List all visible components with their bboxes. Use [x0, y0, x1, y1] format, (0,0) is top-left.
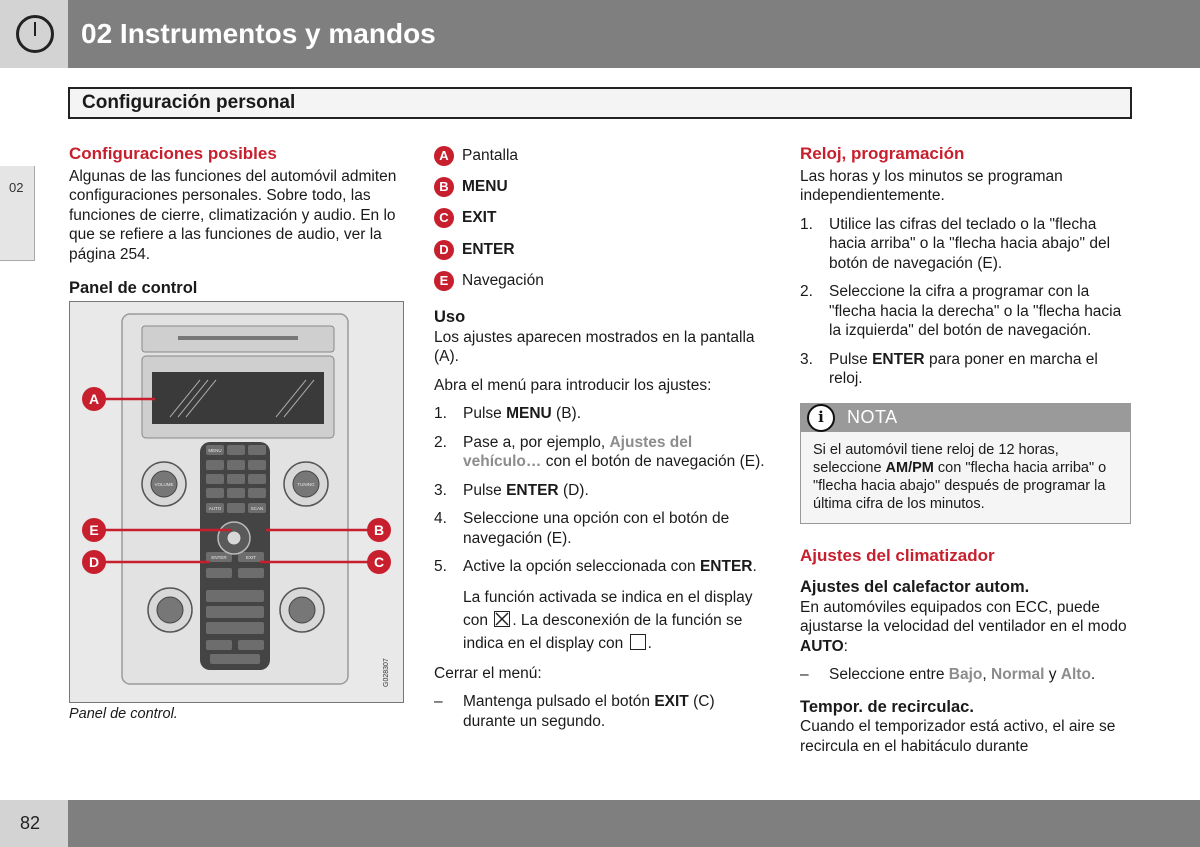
- step-number: 3.: [434, 481, 447, 499]
- checked-box-icon: [494, 611, 510, 627]
- list-item: [434, 692, 770, 731]
- step-text: Mantenga pulsado el botón EXIT (C) durante un segundo.: [463, 693, 715, 730]
- select-text: Seleccione entre Bajo, Normal y Alto.: [829, 666, 1096, 683]
- heater-text: En automóviles equipados con ECC, puede ajustarse la velocidad del ventilador en el modo AUTO:: [800, 598, 1127, 655]
- page-number: 82: [20, 813, 41, 833]
- step-number: 4.: [434, 510, 447, 528]
- badge-b: B: [434, 177, 454, 197]
- page-title: 02 Instrumentos y mandos: [81, 18, 436, 49]
- empty-box-icon: [630, 634, 646, 650]
- step-text: Pulse MENU (B).: [463, 405, 582, 423]
- heading-panel: Panel de control: [69, 279, 198, 297]
- list-item: [434, 404, 770, 424]
- option-bajo: Bajo: [948, 666, 983, 683]
- callout-a: A: [88, 391, 100, 407]
- list-item: [434, 557, 770, 577]
- heading-uso: Uso: [434, 308, 466, 327]
- open-menu-text: Abra el menú para introducir los ajustes:: [434, 376, 712, 394]
- step-text: Pase a, por ejemplo, Ajustes del vehículo… con el botón de navegación (E).: [463, 433, 765, 471]
- note-text: Si el automóvil tiene reloj de 12 horas, seleccione AM/PM con "flecha hacia arriba" o "flecha hacia abajo" después de programar la última cifra de los minutos.: [801, 432, 1130, 523]
- heading-calefactor: Ajustes del calefactor autom.: [800, 578, 1030, 596]
- step-text: Active la opción seleccionada con ENTER.: [463, 558, 757, 576]
- option-normal: Normal: [991, 666, 1045, 683]
- step-number: 5.: [434, 558, 447, 576]
- legend-label-e: Navegación: [462, 272, 544, 290]
- info-icon: i: [807, 404, 835, 432]
- footer-bar: [68, 800, 1200, 847]
- display-note: La función activada se indica en el display con . La desconexión de la función se indica en el display con .: [463, 588, 753, 652]
- note-header: [801, 404, 1130, 432]
- step-number: 3.: [800, 350, 813, 368]
- step-number: 1.: [434, 405, 447, 423]
- recirc-text: Cuando el temporizador está activo, el aire se recircula en el habitáculo durante: [800, 718, 1116, 755]
- legend-item-a: [434, 140, 770, 171]
- list-item: [800, 350, 1131, 389]
- figure-caption: Panel de control.: [69, 706, 178, 722]
- dash: –: [434, 693, 443, 711]
- callout-e: E: [89, 522, 99, 538]
- control-panel-figure: [69, 301, 404, 703]
- panel-label-volume: VOLUME: [154, 482, 174, 487]
- step-text: Pulse ENTER (D).: [463, 481, 589, 499]
- option-alto: Alto: [1060, 666, 1091, 683]
- step-number: 2.: [800, 283, 813, 300]
- uso-text: Los ajustes aparecen mostrados en la pantalla (A).: [434, 328, 755, 366]
- list-item: [800, 665, 1131, 685]
- intro-paragraph: Algunas de las funciones del automóvil admiten configuraciones personales. Sobre todo, las funciones de cierre, climatización y audio. En lo que se refiere a las funciones de audio, ver la página 254.: [69, 167, 397, 263]
- badge-d: D: [434, 240, 454, 260]
- heading-recirculacion: Tempor. de recirculac.: [800, 697, 974, 716]
- list-item: [434, 481, 770, 501]
- steps-list: [434, 404, 770, 655]
- badge-a: A: [434, 146, 454, 166]
- legend-label-a: Pantalla: [462, 146, 519, 164]
- panel-label-tuning: TUNING: [297, 482, 315, 487]
- note-box: [800, 403, 1131, 524]
- list-item: [434, 433, 770, 472]
- footer-page-box: [0, 800, 68, 847]
- callout-c: C: [373, 554, 385, 570]
- column-1: [69, 140, 402, 299]
- list-item: [800, 282, 1131, 341]
- chapter-tab: [0, 166, 35, 261]
- figure-code: G028307: [383, 658, 390, 687]
- step-number: 1.: [800, 215, 813, 233]
- legend-item-e: [434, 265, 770, 296]
- heading-climatizador: Ajustes del climatizador: [800, 545, 995, 565]
- list-item: [434, 509, 770, 548]
- chapter-number: 02: [9, 180, 24, 195]
- panel-label-menu: MENU: [208, 448, 222, 453]
- heading-reloj: Reloj, programación: [800, 144, 965, 163]
- panel-label-exit: EXIT: [245, 555, 257, 560]
- step-text: Seleccione una opción con el botón de navegación (E).: [463, 510, 730, 547]
- legend-item-d: [434, 234, 770, 265]
- header-icon-box: [0, 0, 68, 68]
- callout-b: B: [373, 522, 385, 538]
- heading-configuraciones: Configuraciones posibles: [69, 144, 277, 163]
- column-3: [800, 140, 1131, 756]
- legend-label-d: ENTER: [462, 240, 515, 258]
- clock-intro: Las horas y los minutos se programan independientemente.: [800, 167, 1063, 204]
- section-title: Configuración personal: [82, 92, 296, 113]
- dash: –: [800, 666, 809, 683]
- column-2: [434, 140, 770, 731]
- step-text: Seleccione la cifra a programar con la "flecha hacia la derecha" o la "flecha hacia la izquierda" del botón de navegación.: [829, 283, 1122, 339]
- section-title-box: [68, 87, 1132, 119]
- callout-d: D: [88, 554, 100, 570]
- panel-label-enter: ENTER: [211, 555, 227, 560]
- note-label: NOTA: [847, 406, 898, 427]
- gauge-icon: [16, 15, 54, 53]
- badge-e: E: [434, 271, 454, 291]
- panel-label-scan: SCAN: [250, 506, 264, 511]
- control-panel-illustration: [70, 302, 403, 702]
- step-text: Pulse ENTER para poner en marcha el reloj.: [829, 350, 1098, 387]
- step-number: 2.: [434, 433, 447, 451]
- ajustes-vehiculo-link: Ajustes del vehículo…: [463, 433, 693, 471]
- legend-item-b: [434, 171, 770, 202]
- panel-label-auto: AUTO: [208, 506, 222, 511]
- step-text: Utilice las cifras del teclado o la "flecha hacia arriba" o la "flecha hacia abajo" del botón de navegación (E).: [829, 215, 1111, 272]
- list-item: [800, 215, 1131, 274]
- legend-label-b: MENU: [462, 178, 508, 196]
- badge-c: C: [434, 208, 454, 228]
- close-menu-text: Cerrar el menú:: [434, 664, 542, 682]
- legend-item-c: [434, 203, 770, 234]
- legend-label-c: EXIT: [462, 209, 497, 227]
- header-bar: [68, 0, 1200, 68]
